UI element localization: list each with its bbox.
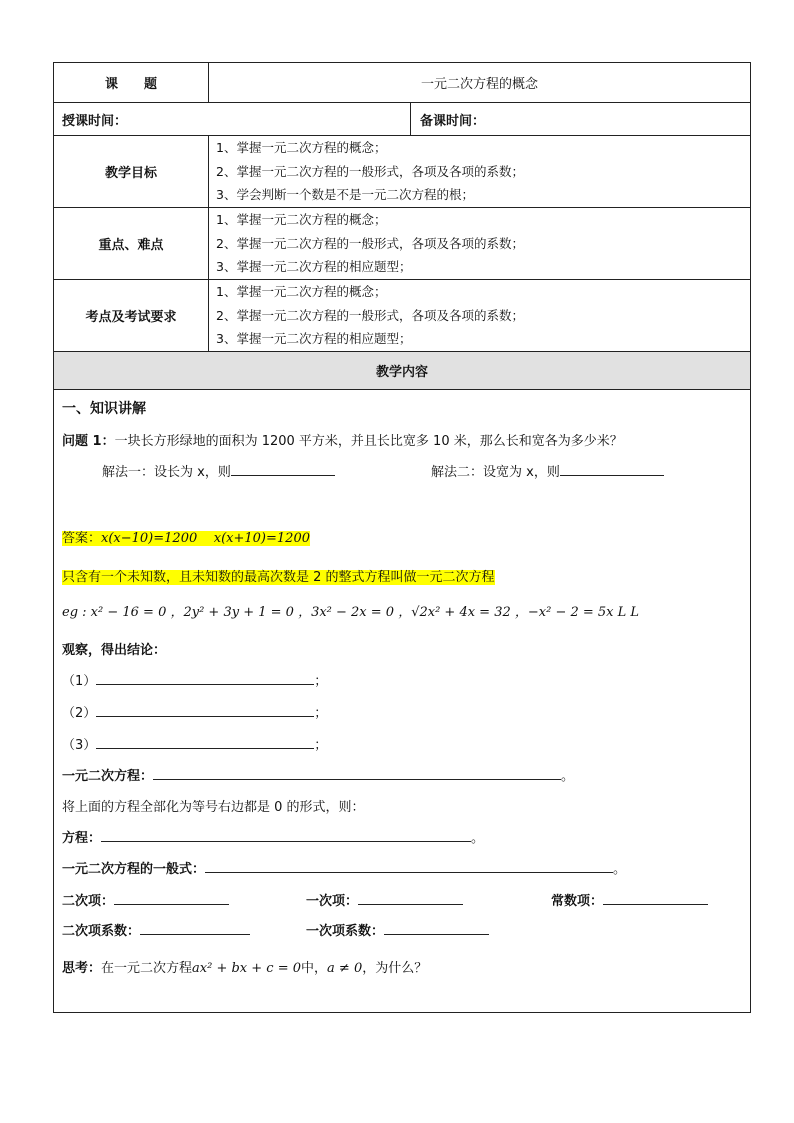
method-2: [431, 461, 664, 480]
observe-title: 观察，得出结论：: [62, 643, 167, 658]
quadratic-coef-field: [62, 920, 250, 939]
think-condition: a ≠ 0: [327, 961, 363, 976]
blank-line[interactable]: [560, 462, 664, 476]
prep-time-label: 备课时间：: [420, 113, 486, 129]
obs-punct: ；: [314, 738, 328, 753]
list-item: 3、掌握一元二次方程的相应题型；: [216, 259, 412, 275]
list-item: 1、掌握一元二次方程的概念；: [216, 212, 387, 228]
equation-label: 方程：: [62, 831, 102, 846]
blank-line[interactable]: [205, 859, 613, 873]
think-line: [62, 957, 427, 976]
section-title: 一、知识讲解: [62, 401, 146, 417]
answer-line: [62, 527, 310, 546]
think-text: ，为什么？: [362, 961, 428, 976]
teach-time-label: 授课时间：: [62, 113, 128, 129]
quadratic-term-label: 二次项：: [62, 894, 115, 909]
exam-points-label: 考点及考试要求: [85, 310, 177, 325]
method-1: [102, 461, 335, 480]
topic-value: 一元二次方程的概念: [420, 77, 538, 92]
topic-row: [54, 63, 750, 103]
general-form-label: 一元二次方程的一般式：: [62, 862, 206, 877]
obs-punct: ；: [314, 706, 328, 721]
exam-points-list: [216, 280, 744, 351]
constant-term-field: [551, 890, 708, 909]
list-item: 2、掌握一元二次方程的一般形式，各项及各项的系数；: [216, 235, 524, 251]
blank-line[interactable]: [114, 891, 229, 905]
quadratic-term-field: [62, 890, 229, 909]
constant-term-label: 常数项：: [551, 894, 604, 909]
answer-eq-2: x(x+10)=1200: [213, 531, 310, 546]
blank-line[interactable]: [96, 671, 314, 685]
quadratic-equation-line: [62, 765, 574, 784]
think-text: 中，: [301, 961, 328, 976]
observation-1: [62, 670, 327, 689]
equation-line: [62, 827, 484, 846]
think-label: 思考：: [62, 961, 102, 976]
list-item: 1、掌握一元二次方程的概念；: [216, 140, 387, 156]
objectives-label: 教学目标: [104, 166, 157, 181]
topic-label: 课 题: [104, 77, 157, 92]
list-item: 3、学会判断一个数是不是一元二次方程的根；: [216, 187, 474, 203]
observation-2: [62, 702, 327, 721]
linear-coef-field: [306, 920, 489, 939]
blank-line[interactable]: [140, 921, 250, 935]
exam-points-row: [54, 280, 750, 352]
content-header: 教学内容: [375, 365, 428, 380]
blank-line[interactable]: [101, 828, 471, 842]
blank-line[interactable]: [603, 891, 708, 905]
observation-3: [62, 734, 327, 753]
obs-punct: ；: [314, 674, 328, 689]
list-item: 3、掌握一元二次方程的相应题型；: [216, 331, 412, 347]
teaching-content: [54, 390, 750, 1012]
list-item: 1、掌握一元二次方程的概念；: [216, 284, 387, 300]
list-item: 2、掌握一元二次方程的一般形式，各项及各项的系数；: [216, 307, 524, 323]
linear-coef-label: 一次项系数：: [306, 924, 385, 939]
blank-line[interactable]: [384, 921, 489, 935]
definition-line: [62, 566, 495, 585]
general-form-line: [62, 858, 626, 877]
quad-eq-label: 一元二次方程：: [62, 769, 154, 784]
content-header-row: [54, 352, 750, 390]
key-points-list: [216, 208, 744, 279]
objectives-list: [216, 136, 744, 207]
objectives-row: [54, 136, 750, 208]
problem-label: 问题 1：: [62, 434, 115, 449]
time-row: [54, 103, 750, 136]
quadratic-coef-label: 二次项系数：: [62, 924, 141, 939]
method-2-text: 解法二：设宽为 x，则: [431, 465, 560, 480]
eg-label: eg :: [62, 605, 91, 620]
blank-line[interactable]: [358, 891, 463, 905]
think-text: 在一元二次方程: [101, 961, 193, 976]
blank-line[interactable]: [96, 703, 314, 717]
lesson-plan-table: [53, 62, 751, 1013]
linear-term-label: 一次项：: [306, 894, 359, 909]
answer-label: 答案：: [62, 531, 102, 546]
examples-line: [62, 601, 639, 620]
period: 。: [471, 831, 485, 846]
period: 。: [613, 862, 627, 877]
answer-eq-1: x(x−10)=1200: [101, 531, 198, 546]
obs-number: （1）: [62, 674, 97, 689]
blank-line[interactable]: [231, 462, 335, 476]
blank-line[interactable]: [153, 766, 561, 780]
obs-number: （2）: [62, 706, 97, 721]
method-1-text: 解法一：设长为 x，则: [102, 465, 231, 480]
definition-text: 只含有一个未知数，且未知数的最高次数是 2 的整式方程叫做一元二次方程: [62, 570, 495, 585]
list-item: 2、掌握一元二次方程的一般形式，各项及各项的系数；: [216, 163, 524, 179]
linear-term-field: [306, 890, 463, 909]
period: 。: [561, 769, 575, 784]
key-points-row: [54, 208, 750, 280]
examples: x² − 16 = 0 ，2y² + 3y + 1 = 0 ，3x² − 2x = 0 ，√2x² + 4x = 32 ，−x² − 2 = 5x L L: [90, 605, 640, 620]
convert-text: 将上面的方程全部化为等号右边都是 0 的形式，则：: [62, 800, 365, 815]
problem-1: [62, 430, 623, 449]
think-equation: ax² + bx + c = 0: [192, 961, 302, 976]
problem-text: 一块长方形绿地的面积为 1200 平方米，并且长比宽多 10 米，那么长和宽各为多少米？: [114, 434, 623, 449]
obs-number: （3）: [62, 738, 97, 753]
key-points-label: 重点、难点: [98, 238, 164, 253]
blank-line[interactable]: [96, 735, 314, 749]
